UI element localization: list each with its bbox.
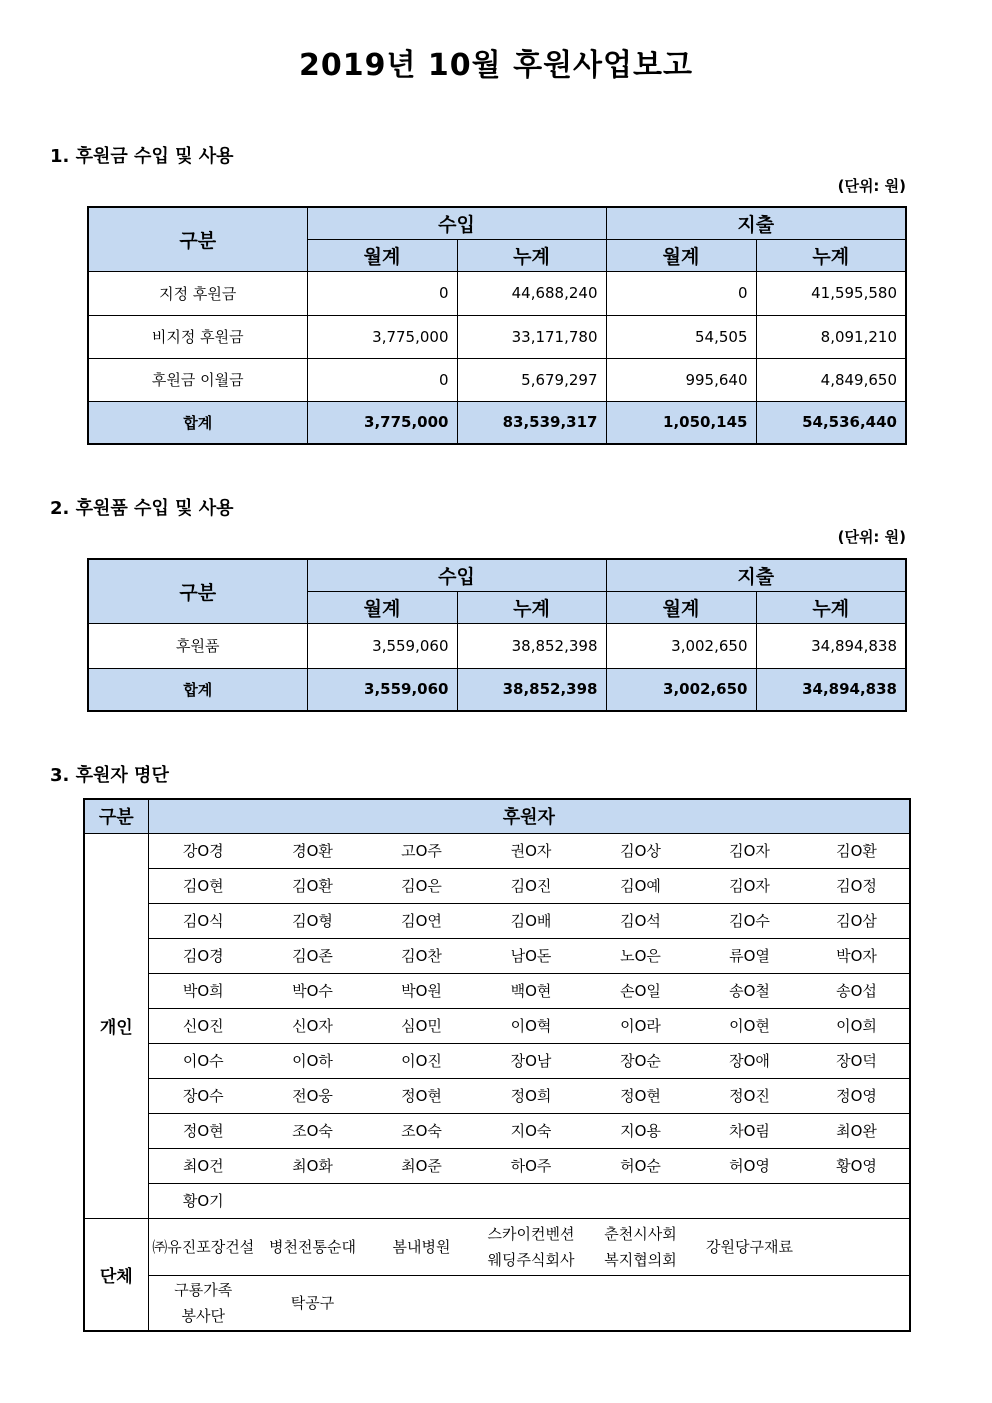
donor-name: 장O애 [695,1043,804,1078]
group-donor-line: 봉사단 [181,1306,225,1325]
donor-name: 김O예 [586,868,695,903]
total-row [88,668,906,711]
group-donor-name [367,1275,476,1331]
group-donor-line: 구룡가족 [174,1280,233,1299]
donor-name: 송O철 [695,973,804,1008]
row-label: 지정 후원금 [88,271,307,315]
donor-row [84,938,910,973]
group-donor-name [258,1218,367,1275]
donor-list-table [83,798,911,1332]
header-expense-cumulative: 누계 [756,239,906,271]
donor-name: 최O화 [258,1148,367,1183]
donor-name: 황O영 [804,1148,910,1183]
donor-name: 조O숙 [258,1113,367,1148]
header-category: 구분 [88,207,307,271]
donor-name: 장O남 [476,1043,586,1078]
donor-name: 백O현 [476,973,586,1008]
donor-name: 김O은 [367,868,476,903]
header-donors: 후원자 [148,799,910,833]
header-expense-monthly: 월계 [606,591,756,623]
donor-name: 김O석 [586,903,695,938]
donor-name: 강O경 [148,833,258,868]
donor-name [695,1183,804,1218]
group-donor-name [367,1218,476,1275]
group-donor-line: 복지협의회 [604,1250,677,1269]
cell-value: 0 [307,358,457,401]
donor-name [586,1183,695,1218]
donor-name: 정O희 [476,1078,586,1113]
donor-name: 송O섭 [804,973,910,1008]
group-donor-line: 스카이컨벤션 [487,1224,575,1243]
section-2-heading: 2. 후원품 수입 및 사용 [50,498,234,519]
group-donor-name [695,1218,804,1275]
cell-value: 0 [307,271,457,315]
table-row [88,358,906,401]
donor-name: 신O진 [148,1008,258,1043]
donor-name: 정O진 [695,1078,804,1113]
row-label: 후원금 이월금 [88,358,307,401]
donor-row [84,833,910,868]
group-donor-name [148,1218,258,1275]
donor-row [84,1008,910,1043]
donor-name: 김O수 [695,903,804,938]
header-income: 수입 [307,559,606,591]
donor-name: 이O현 [695,1008,804,1043]
row-label: 비지정 후원금 [88,315,307,358]
cell-value: 34,894,838 [756,623,906,668]
donor-name: 김O식 [148,903,258,938]
donor-name: 조O숙 [367,1113,476,1148]
total-value: 3,559,060 [307,668,457,711]
donor-name: 이O수 [148,1043,258,1078]
donor-name [476,1183,586,1218]
donor-name: 황O기 [148,1183,258,1218]
section-1-heading: 1. 후원금 수입 및 사용 [50,146,234,167]
section-2-unit: (단위: 원) [837,528,906,546]
total-value: 3,002,650 [606,668,756,711]
donor-name: 이O하 [258,1043,367,1078]
donor-name: 이O혁 [476,1008,586,1043]
donor-row [84,973,910,1008]
group-donor-name [258,1275,367,1331]
row-label: 후원품 [88,623,307,668]
cell-value: 3,775,000 [307,315,457,358]
group-donor-name [476,1218,586,1275]
total-value: 34,894,838 [756,668,906,711]
total-row [88,401,906,444]
total-value: 1,050,145 [606,401,756,444]
cell-value: 0 [606,271,756,315]
donor-name: 김O형 [258,903,367,938]
total-value: 83,539,317 [457,401,606,444]
header-income-cumulative: 누계 [457,239,606,271]
donor-name: 정O현 [586,1078,695,1113]
donor-name: 김O삼 [804,903,910,938]
donor-name: 차O림 [695,1113,804,1148]
donor-name: 이O희 [804,1008,910,1043]
donor-name: 김O진 [476,868,586,903]
group-donor-name [586,1275,695,1331]
cell-value: 995,640 [606,358,756,401]
donor-name: 경O환 [258,833,367,868]
header-category: 구분 [84,799,148,833]
donor-name: 정O현 [148,1113,258,1148]
group-donor-name [476,1275,586,1331]
donor-row [84,1043,910,1078]
cell-value: 4,849,650 [756,358,906,401]
header-expense-cumulative: 누계 [756,591,906,623]
cell-value: 41,595,580 [756,271,906,315]
group-donor-line: 춘천시사회 [604,1224,677,1243]
group-donor-name [586,1218,695,1275]
donor-name: 박O수 [258,973,367,1008]
donor-row [84,903,910,938]
cell-value: 44,688,240 [457,271,606,315]
table-row [88,271,906,315]
donor-name: 지O용 [586,1113,695,1148]
header-income: 수입 [307,207,606,239]
header-expense: 지출 [606,559,906,591]
page-title: 2019년 10월 후원사업보고 [299,48,693,83]
donor-name: 남O돈 [476,938,586,973]
donor-name: 김O경 [148,938,258,973]
donor-name: 최O준 [367,1148,476,1183]
group-donor-name [148,1275,258,1331]
section-3-heading: 3. 후원자 명단 [50,765,169,786]
group-donor-line: 병천전통순대 [269,1237,356,1256]
group-donor-line: 웨딩주식회사 [487,1250,575,1269]
category-individual: 개인 [84,833,148,1218]
donor-name: 최O완 [804,1113,910,1148]
donor-name: 이O라 [586,1008,695,1043]
group-row [84,1218,910,1275]
donor-name: 이O진 [367,1043,476,1078]
donor-row [84,1113,910,1148]
cell-value: 8,091,210 [756,315,906,358]
donor-name: 장O순 [586,1043,695,1078]
total-label: 합계 [88,668,307,711]
donation-money-table [87,206,907,445]
donor-name: 김O자 [695,868,804,903]
group-donor-line: 봄내병원 [392,1237,451,1256]
donor-name: 지O숙 [476,1113,586,1148]
total-value: 3,775,000 [307,401,457,444]
donor-name: 노O은 [586,938,695,973]
cell-value: 54,505 [606,315,756,358]
donor-name: 김O환 [804,833,910,868]
donor-row [84,1078,910,1113]
donor-name: 정O영 [804,1078,910,1113]
cell-value: 5,679,297 [457,358,606,401]
donor-name: 김O환 [258,868,367,903]
donor-name: 김O정 [804,868,910,903]
group-donor-name [804,1275,910,1331]
group-row [84,1275,910,1331]
donor-row [84,1148,910,1183]
section-1-unit: (단위: 원) [837,177,906,195]
category-group: 단체 [84,1218,148,1331]
donor-name: 김O상 [586,833,695,868]
donor-name: 박O자 [804,938,910,973]
donor-name: 허O순 [586,1148,695,1183]
cell-value: 3,559,060 [307,623,457,668]
donor-name: 장O덕 [804,1043,910,1078]
donor-name: 김O찬 [367,938,476,973]
group-donor-line: ㈜유진포장건설 [152,1237,255,1256]
donor-name: 김O현 [148,868,258,903]
header-expense-monthly: 월계 [606,239,756,271]
donor-name [367,1183,476,1218]
donor-name: 김O존 [258,938,367,973]
group-donor-line: 탁공구 [290,1293,335,1312]
group-donor-name [695,1275,804,1331]
header-income-monthly: 월계 [307,591,457,623]
donor-name: 최O건 [148,1148,258,1183]
header-expense: 지출 [606,207,906,239]
donor-name: 김O배 [476,903,586,938]
donor-name: 신O자 [258,1008,367,1043]
table-row [88,623,906,668]
donor-name: 전O웅 [258,1078,367,1113]
donor-name: 류O열 [695,938,804,973]
group-donor-name [804,1218,910,1275]
cell-value: 33,171,780 [457,315,606,358]
donor-row [84,868,910,903]
header-income-cumulative: 누계 [457,591,606,623]
donor-name: 장O수 [148,1078,258,1113]
total-label: 합계 [88,401,307,444]
donation-goods-table [87,558,907,712]
cell-value: 38,852,398 [457,623,606,668]
donor-name: 손O일 [586,973,695,1008]
donor-name: 김O자 [695,833,804,868]
donor-name: 허O영 [695,1148,804,1183]
total-value: 54,536,440 [756,401,906,444]
total-value: 38,852,398 [457,668,606,711]
donor-name: 정O현 [367,1078,476,1113]
table-row [88,315,906,358]
donor-row [84,1183,910,1218]
donor-name: 김O연 [367,903,476,938]
header-category: 구분 [88,559,307,623]
group-donor-line: 강원당구재료 [706,1237,793,1256]
donor-name: 권O자 [476,833,586,868]
donor-name [258,1183,367,1218]
header-income-monthly: 월계 [307,239,457,271]
donor-name: 박O희 [148,973,258,1008]
cell-value: 3,002,650 [606,623,756,668]
donor-name: 고O주 [367,833,476,868]
donor-name: 심O민 [367,1008,476,1043]
donor-name: 하O주 [476,1148,586,1183]
donor-name: 박O원 [367,973,476,1008]
donor-name [804,1183,910,1218]
